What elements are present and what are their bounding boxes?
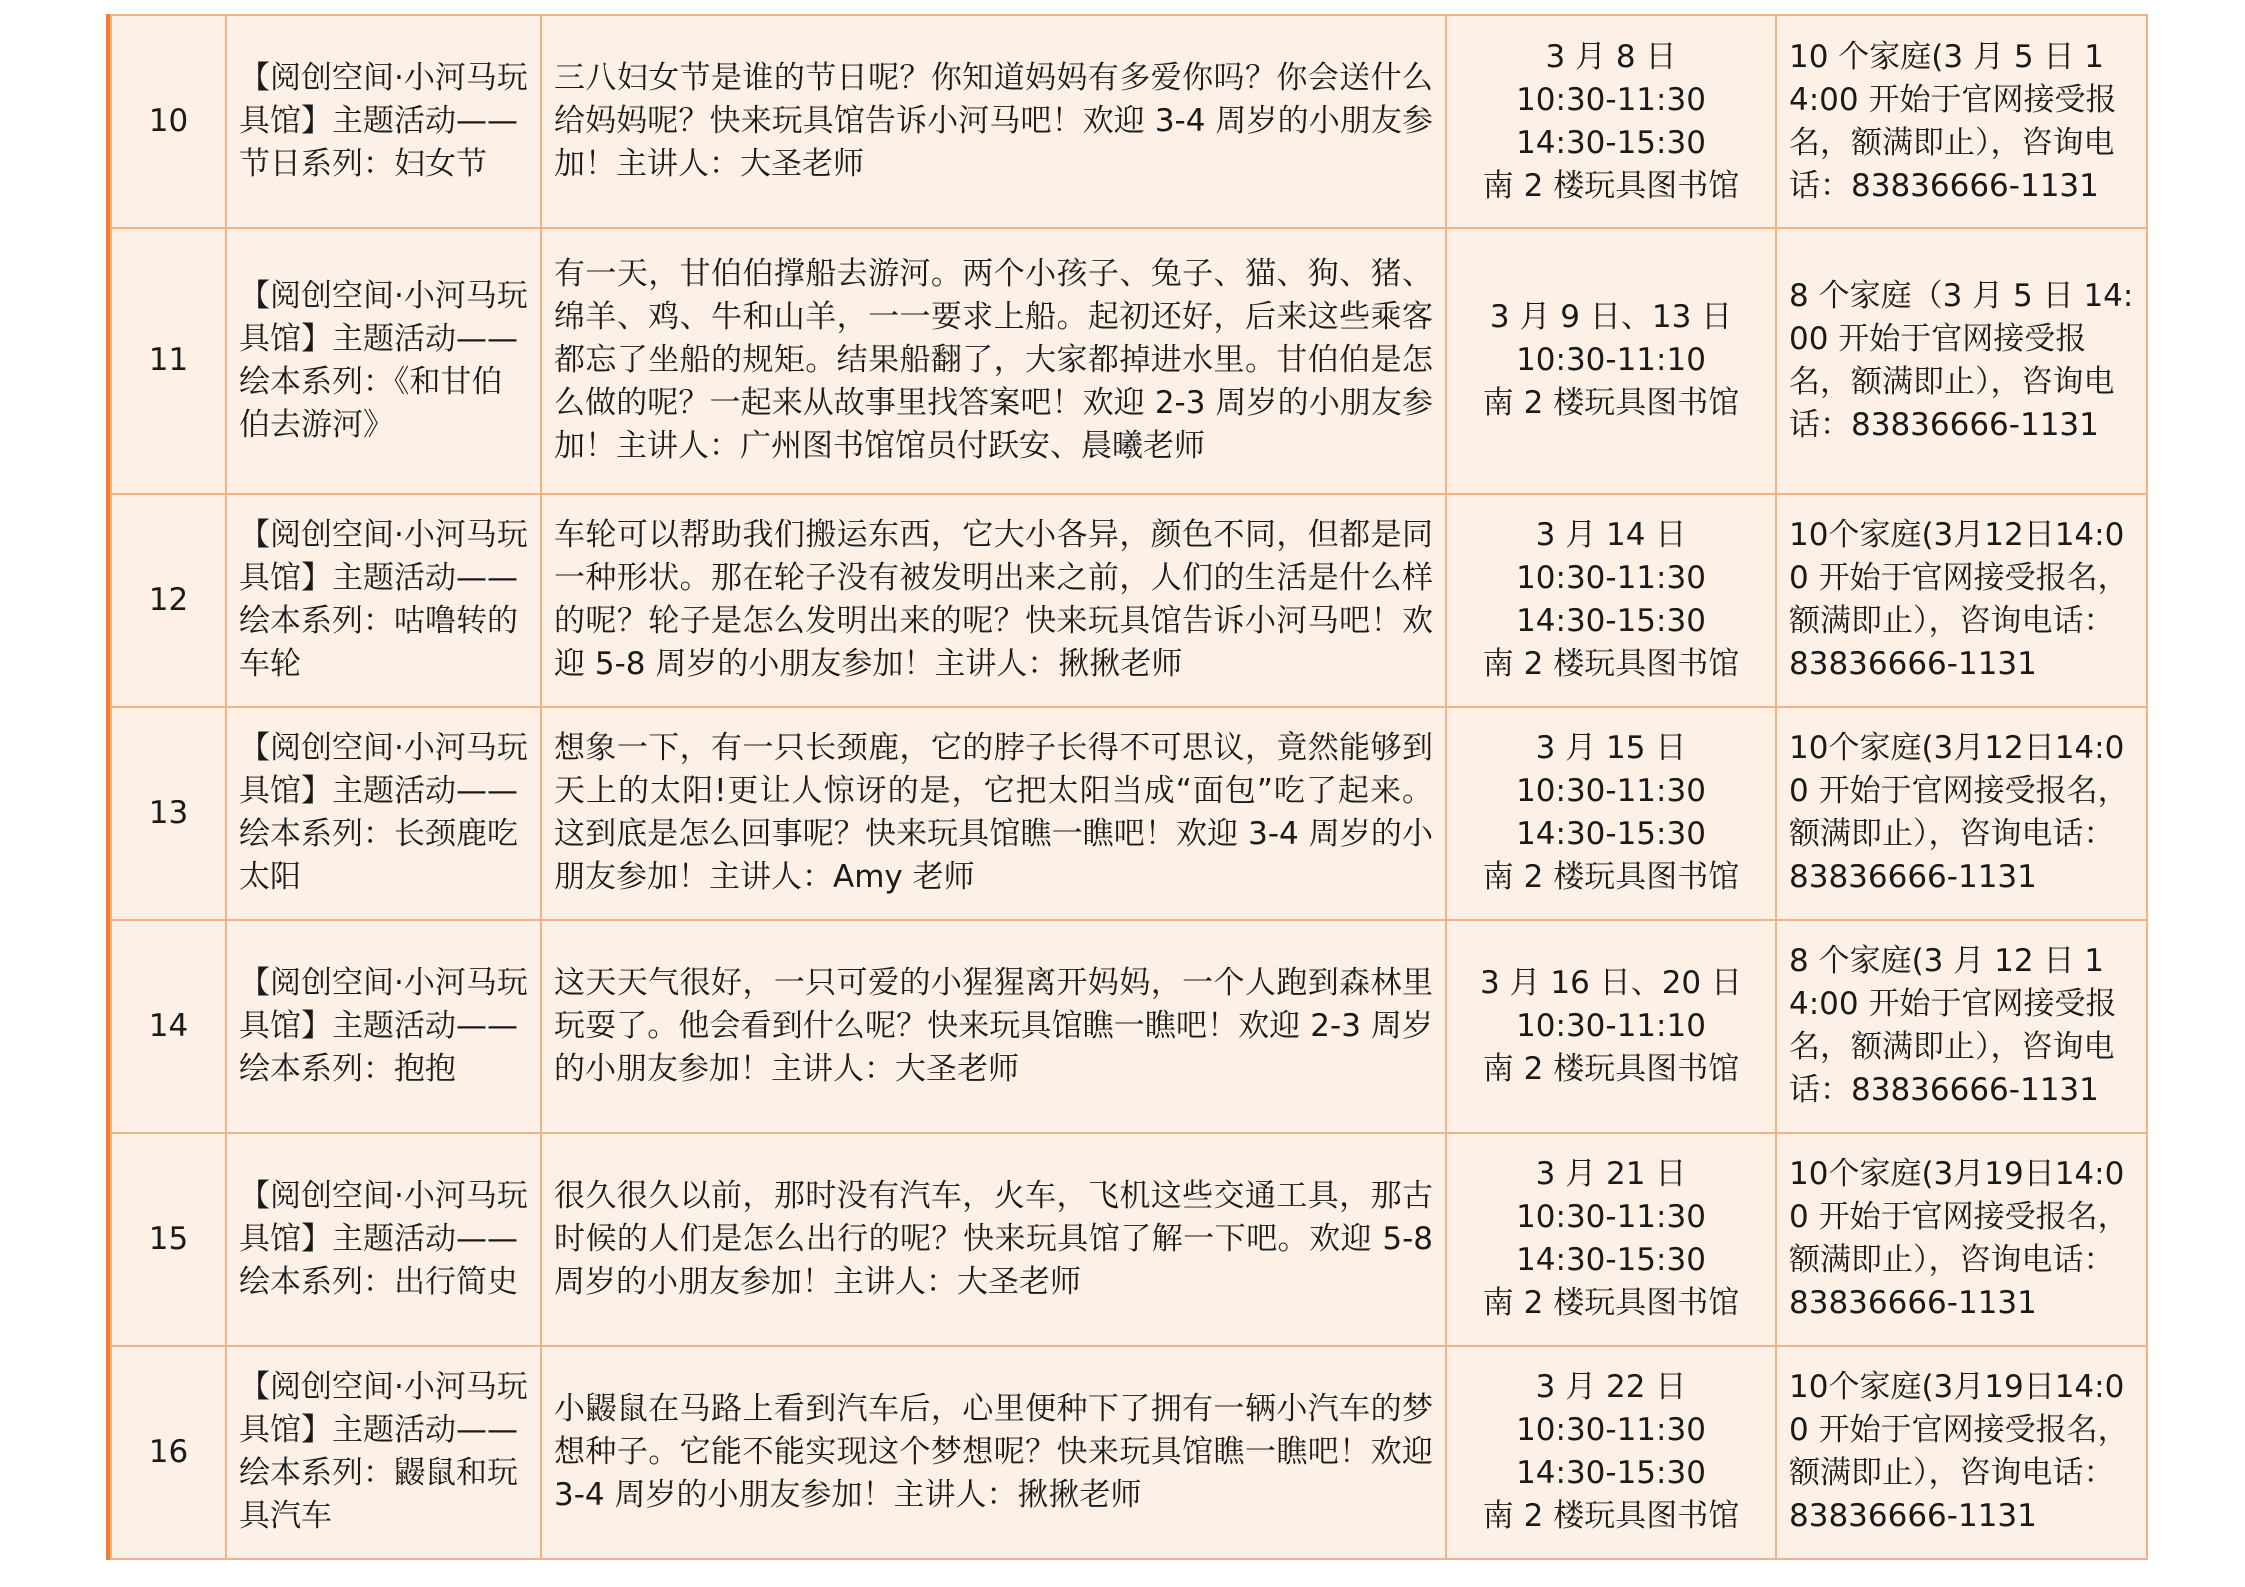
- activity-date: 3 月 14 日: [1535, 517, 1687, 554]
- activity-date: 3 月 8 日: [1545, 38, 1677, 75]
- activity-description: 很久很久以前，那时没有汽车，火车，飞机这些交通工具，那古时候的人们是怎么出行的呢？快来玩具馆了解一下吧。欢迎 5-8 周岁的小朋友参加！主讲人：大圣老师: [541, 1133, 1446, 1346]
- activity-time-slot: 10:30-11:30: [1516, 773, 1706, 810]
- activity-venue: 南 2 楼玩具图书馆: [1482, 646, 1740, 683]
- activity-date: 3 月 22 日: [1535, 1369, 1687, 1406]
- activity-title: 【阅创空间·小河马玩具馆】主题活动——绘本系列：抱抱: [226, 920, 541, 1133]
- activity-time-venue: [1446, 15, 1776, 228]
- activity-venue: 南 2 楼玩具图书馆: [1482, 1285, 1740, 1322]
- table-row: [111, 1133, 2147, 1346]
- row-number: 10: [111, 15, 226, 228]
- activity-table: [110, 14, 2148, 1560]
- activity-quota: 10个家庭(3月19日14:00 开始于官网接受报名，额满即止），咨询电话：83836666-1131: [1776, 1133, 2147, 1346]
- activity-time-venue: [1446, 707, 1776, 920]
- activity-time-slot: 10:30-11:10: [1516, 1007, 1706, 1044]
- activity-schedule-sheet: [110, 14, 2146, 1560]
- activity-time-slot: 14:30-15:30: [1516, 124, 1706, 161]
- row-number: 11: [111, 228, 226, 494]
- row-number: 16: [111, 1346, 226, 1559]
- activity-time-slot: 10:30-11:10: [1516, 342, 1706, 379]
- activity-quota: 8 个家庭（3 月 5 日 14:00 开始于官网接受报名，额满即止），咨询电话：83836666-1131: [1776, 228, 2147, 494]
- activity-venue: 南 2 楼玩具图书馆: [1482, 1498, 1740, 1535]
- activity-title: 【阅创空间·小河马玩具馆】主题活动——绘本系列：《和甘伯伯去游河》: [226, 228, 541, 494]
- activity-time-slot: 10:30-11:30: [1516, 1412, 1706, 1449]
- activity-date: 3 月 16 日、20 日: [1479, 964, 1743, 1001]
- activity-time-venue: [1446, 494, 1776, 707]
- table-row: [111, 707, 2147, 920]
- row-number: 14: [111, 920, 226, 1133]
- activity-venue: 南 2 楼玩具图书馆: [1482, 167, 1740, 204]
- activity-venue: 南 2 楼玩具图书馆: [1482, 1050, 1740, 1087]
- activity-time-slot: 10:30-11:30: [1516, 1199, 1706, 1236]
- activity-time-slot: 14:30-15:30: [1516, 1242, 1706, 1279]
- table-row: [111, 228, 2147, 494]
- activity-title: 【阅创空间·小河马玩具馆】主题活动——节日系列：妇女节: [226, 15, 541, 228]
- row-number: 12: [111, 494, 226, 707]
- activity-quota: 10 个家庭(3 月 5 日 14:00 开始于官网接受报名，额满即止），咨询电话：83836666-1131: [1776, 15, 2147, 228]
- activity-title: 【阅创空间·小河马玩具馆】主题活动——绘本系列：长颈鹿吃太阳: [226, 707, 541, 920]
- activity-time-slot: 10:30-11:30: [1516, 560, 1706, 597]
- activity-title: 【阅创空间·小河马玩具馆】主题活动——绘本系列：咕噜转的车轮: [226, 494, 541, 707]
- activity-time-slot: 14:30-15:30: [1516, 1455, 1706, 1492]
- activity-time-venue: [1446, 1346, 1776, 1559]
- table-row: [111, 15, 2147, 228]
- activity-quota: 10个家庭(3月19日14:00 开始于官网接受报名，额满即止），咨询电话：83836666-1131: [1776, 1346, 2147, 1559]
- table-row: [111, 494, 2147, 707]
- activity-date: 3 月 15 日: [1535, 730, 1687, 767]
- activity-description: 这天天气很好，一只可爱的小猩猩离开妈妈，一个人跑到森林里玩耍了。他会看到什么呢？快来玩具馆瞧一瞧吧！欢迎 2-3 周岁的小朋友参加！主讲人：大圣老师: [541, 920, 1446, 1133]
- activity-description: 车轮可以帮助我们搬运东西，它大小各异，颜色不同，但都是同一种形状。那在轮子没有被发明出来之前，人们的生活是什么样的呢？轮子是怎么发明出来的呢？快来玩具馆告诉小河马吧！欢迎 5-8 周岁的小朋友参加！主讲人：揪揪老师: [541, 494, 1446, 707]
- activity-description: 想象一下，有一只长颈鹿，它的脖子长得不可思议，竟然能够到天上的太阳!更让人惊讶的是，它把太阳当成“面包”吃了起来。这到底是怎么回事呢？快来玩具馆瞧一瞧吧！欢迎 3-4 周岁的小朋友参加！主讲人：Amy 老师: [541, 707, 1446, 920]
- activity-quota: 10个家庭(3月12日14:00 开始于官网接受报名，额满即止），咨询电话：83836666-1131: [1776, 707, 2147, 920]
- activity-time-venue: [1446, 920, 1776, 1133]
- activity-description: 三八妇女节是谁的节日呢？你知道妈妈有多爱你吗？你会送什么给妈妈呢？快来玩具馆告诉小河马吧！欢迎 3-4 周岁的小朋友参加！主讲人：大圣老师: [541, 15, 1446, 228]
- activity-time-slot: 10:30-11:30: [1516, 81, 1706, 118]
- activity-title: 【阅创空间·小河马玩具馆】主题活动——绘本系列：出行简史: [226, 1133, 541, 1346]
- activity-time-slot: 14:30-15:30: [1516, 603, 1706, 640]
- activity-date: 3 月 9 日、13 日: [1489, 299, 1733, 336]
- activity-quota: 8 个家庭(3 月 12 日 14:00 开始于官网接受报名，额满即止），咨询电话：83836666-1131: [1776, 920, 2147, 1133]
- activity-description: 小鼹鼠在马路上看到汽车后，心里便种下了拥有一辆小汽车的梦想种子。它能不能实现这个梦想呢？快来玩具馆瞧一瞧吧！欢迎 3-4 周岁的小朋友参加！主讲人：揪揪老师: [541, 1346, 1446, 1559]
- activity-time-venue: [1446, 228, 1776, 494]
- activity-venue: 南 2 楼玩具图书馆: [1482, 385, 1740, 422]
- table-row: [111, 1346, 2147, 1559]
- activity-time-venue: [1446, 1133, 1776, 1346]
- activity-description: 有一天，甘伯伯撑船去游河。两个小孩子、兔子、猫、狗、猪、绵羊、鸡、牛和山羊，一一要求上船。起初还好，后来这些乘客都忘了坐船的规矩。结果船翻了，大家都掉进水里。甘伯伯是怎么做的呢？一起来从故事里找答案吧！欢迎 2-3 周岁的小朋友参加！主讲人：广州图书馆馆员付跃安、晨曦老师: [541, 228, 1446, 494]
- activity-quota: 10个家庭(3月12日14:00 开始于官网接受报名，额满即止），咨询电话：83836666-1131: [1776, 494, 2147, 707]
- activity-time-slot: 14:30-15:30: [1516, 816, 1706, 853]
- row-number: 15: [111, 1133, 226, 1346]
- row-number: 13: [111, 707, 226, 920]
- activity-date: 3 月 21 日: [1535, 1156, 1687, 1193]
- activity-venue: 南 2 楼玩具图书馆: [1482, 859, 1740, 896]
- activity-title: 【阅创空间·小河马玩具馆】主题活动——绘本系列：鼹鼠和玩具汽车: [226, 1346, 541, 1559]
- table-row: [111, 920, 2147, 1133]
